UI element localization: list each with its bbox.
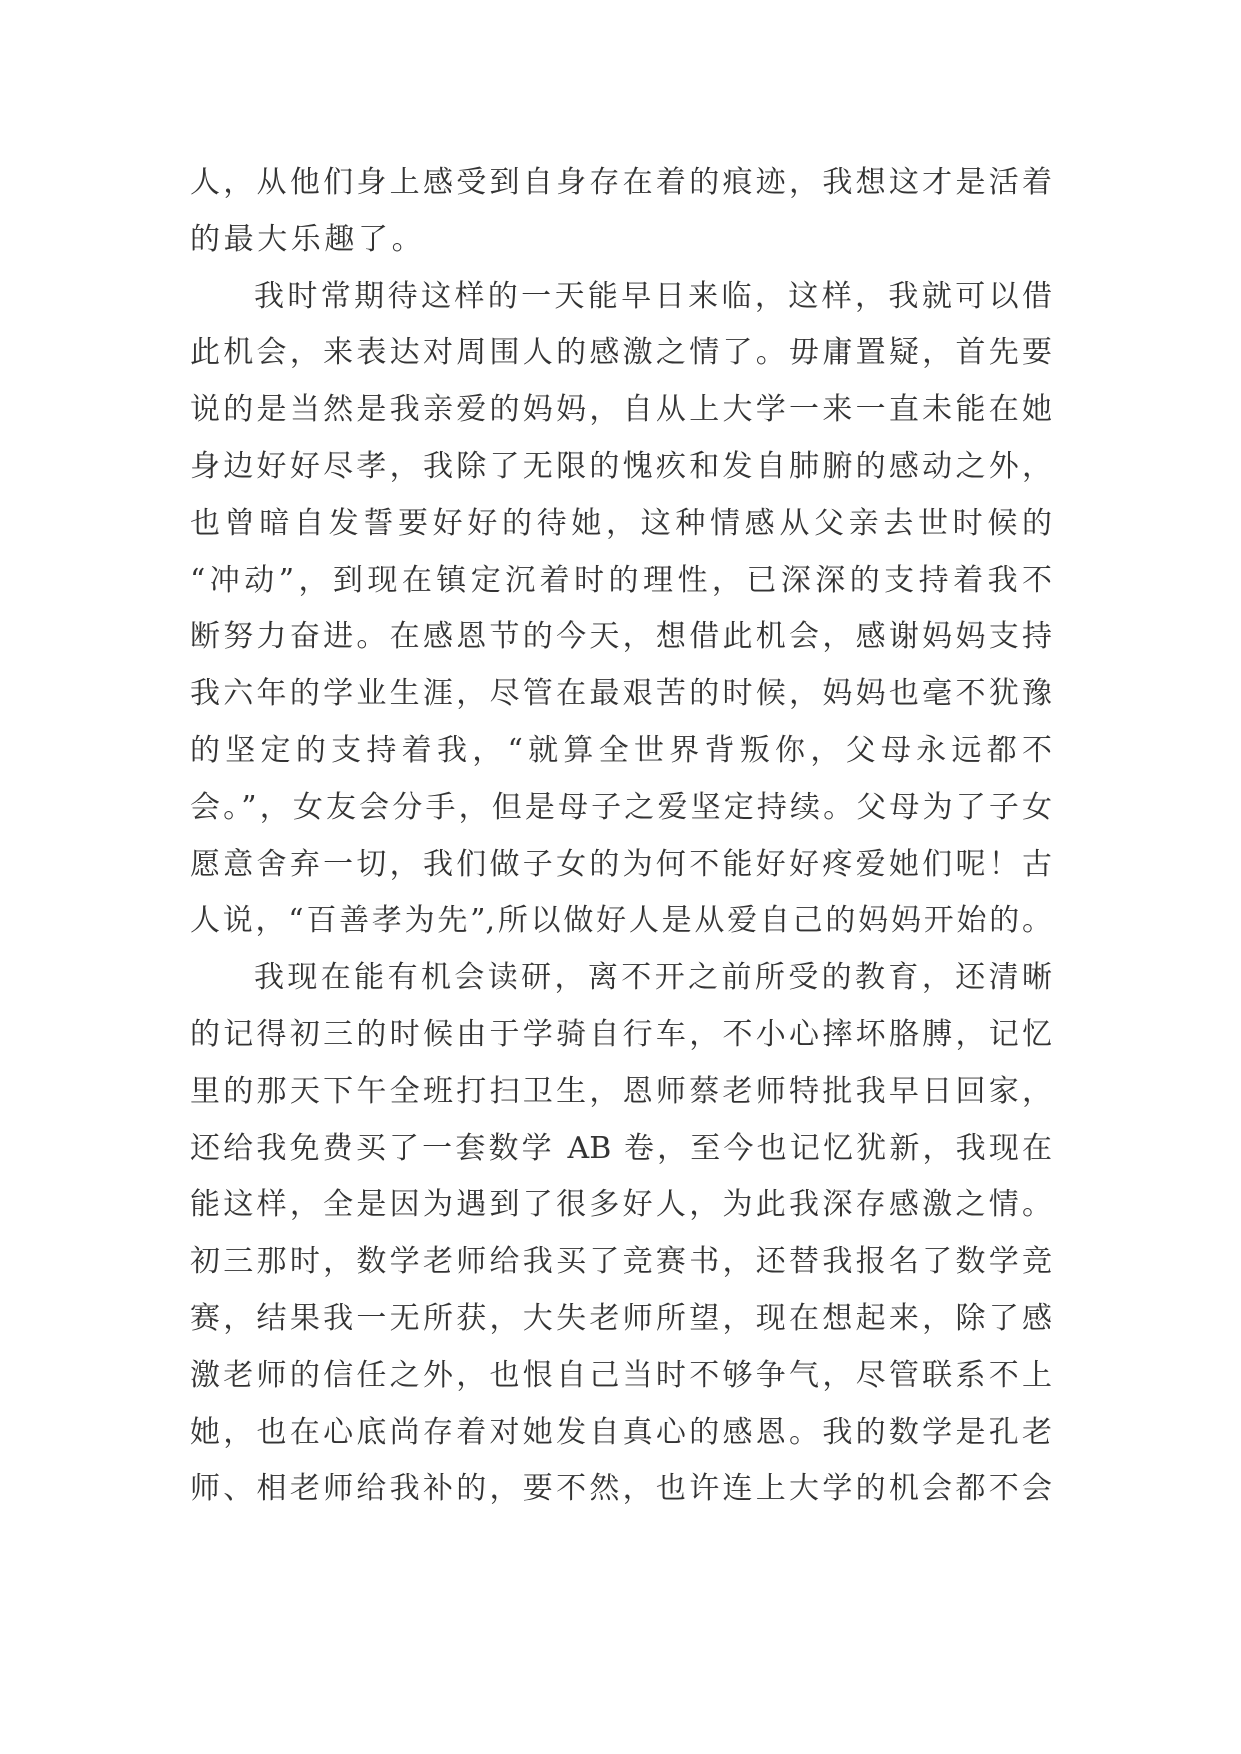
text-line: 还给我免费买了一套数学 AB 卷，至今也记忆犹新，我现在 <box>190 1130 1052 1166</box>
text-line: 愿意舍弃一切，我们做子女的为何不能好好疼爱她们呢！古 <box>190 846 1052 882</box>
text-line: 我时常期待这样的一天能早日来临，这样，我就可以借 <box>254 278 1052 314</box>
text-line: 我现在能有机会读研，离不开之前所受的教育，还清晰 <box>254 960 1052 996</box>
paragraph-1 <box>190 155 1052 269</box>
text-line: 赛，结果我一无所获，大失老师所望，现在想起来，除了感 <box>190 1300 1052 1336</box>
text-line: 的记得初三的时候由于学骑自行车，不小心摔坏胳膊，记忆 <box>190 1016 1052 1052</box>
text-line: 此机会，来表达对周围人的感激之情了。毋庸置疑，首先要 <box>190 335 1052 371</box>
document-body <box>190 155 1052 1518</box>
text-line: 的坚定的支持着我，“就算全世界背叛你，父母永远都不 <box>190 732 1052 768</box>
text-line: 说的是当然是我亲爱的妈妈，自从上大学一来一直未能在她 <box>190 392 1052 428</box>
text-line: 断努力奋进。在感恩节的今天，想借此机会，感谢妈妈支持 <box>190 619 1052 655</box>
text-line: “冲动”，到现在镇定沉着时的理性，已深深的支持着我不 <box>190 562 1052 598</box>
paragraph-2 <box>190 269 1052 951</box>
text-line: 会。”，女友会分手，但是母子之爱坚定持续。父母为了子女 <box>190 789 1052 825</box>
text-line: 人，从他们身上感受到自身存在着的痕迹，我想这才是活着 <box>190 165 1052 200</box>
text-line: 能这样，全是因为遇到了很多好人，为此我深存感激之情。 <box>190 1187 1052 1223</box>
text-line: 人说，“百善孝为先”,所以做好人是从爱自己的妈妈开始的。 <box>190 903 1052 939</box>
text-line: 师、相老师给我补的，要不然，也许连上大学的机会都不会 <box>190 1471 1052 1507</box>
text-line: 里的那天下午全班打扫卫生，恩师蔡老师特批我早日回家， <box>190 1073 1052 1109</box>
paragraph-3 <box>190 950 1052 1518</box>
text-line: 身边好好尽孝，我除了无限的愧疚和发自肺腑的感动之外， <box>190 448 1052 484</box>
text-line: 激老师的信任之外，也恨自己当时不够争气，尽管联系不上 <box>190 1357 1052 1393</box>
text-line: 也曾暗自发誓要好好的待她，这种情感从父亲去世时候的 <box>190 505 1052 541</box>
text-line: 我六年的学业生涯，尽管在最艰苦的时候，妈妈也毫不犹豫 <box>190 676 1052 712</box>
text-line: 的最大乐趣了。 <box>190 221 426 257</box>
text-line: 初三那时，数学老师给我买了竞赛书，还替我报名了数学竞 <box>190 1244 1052 1280</box>
text-line: 她，也在心底尚存着对她发自真心的感恩。我的数学是孔老 <box>190 1414 1052 1450</box>
